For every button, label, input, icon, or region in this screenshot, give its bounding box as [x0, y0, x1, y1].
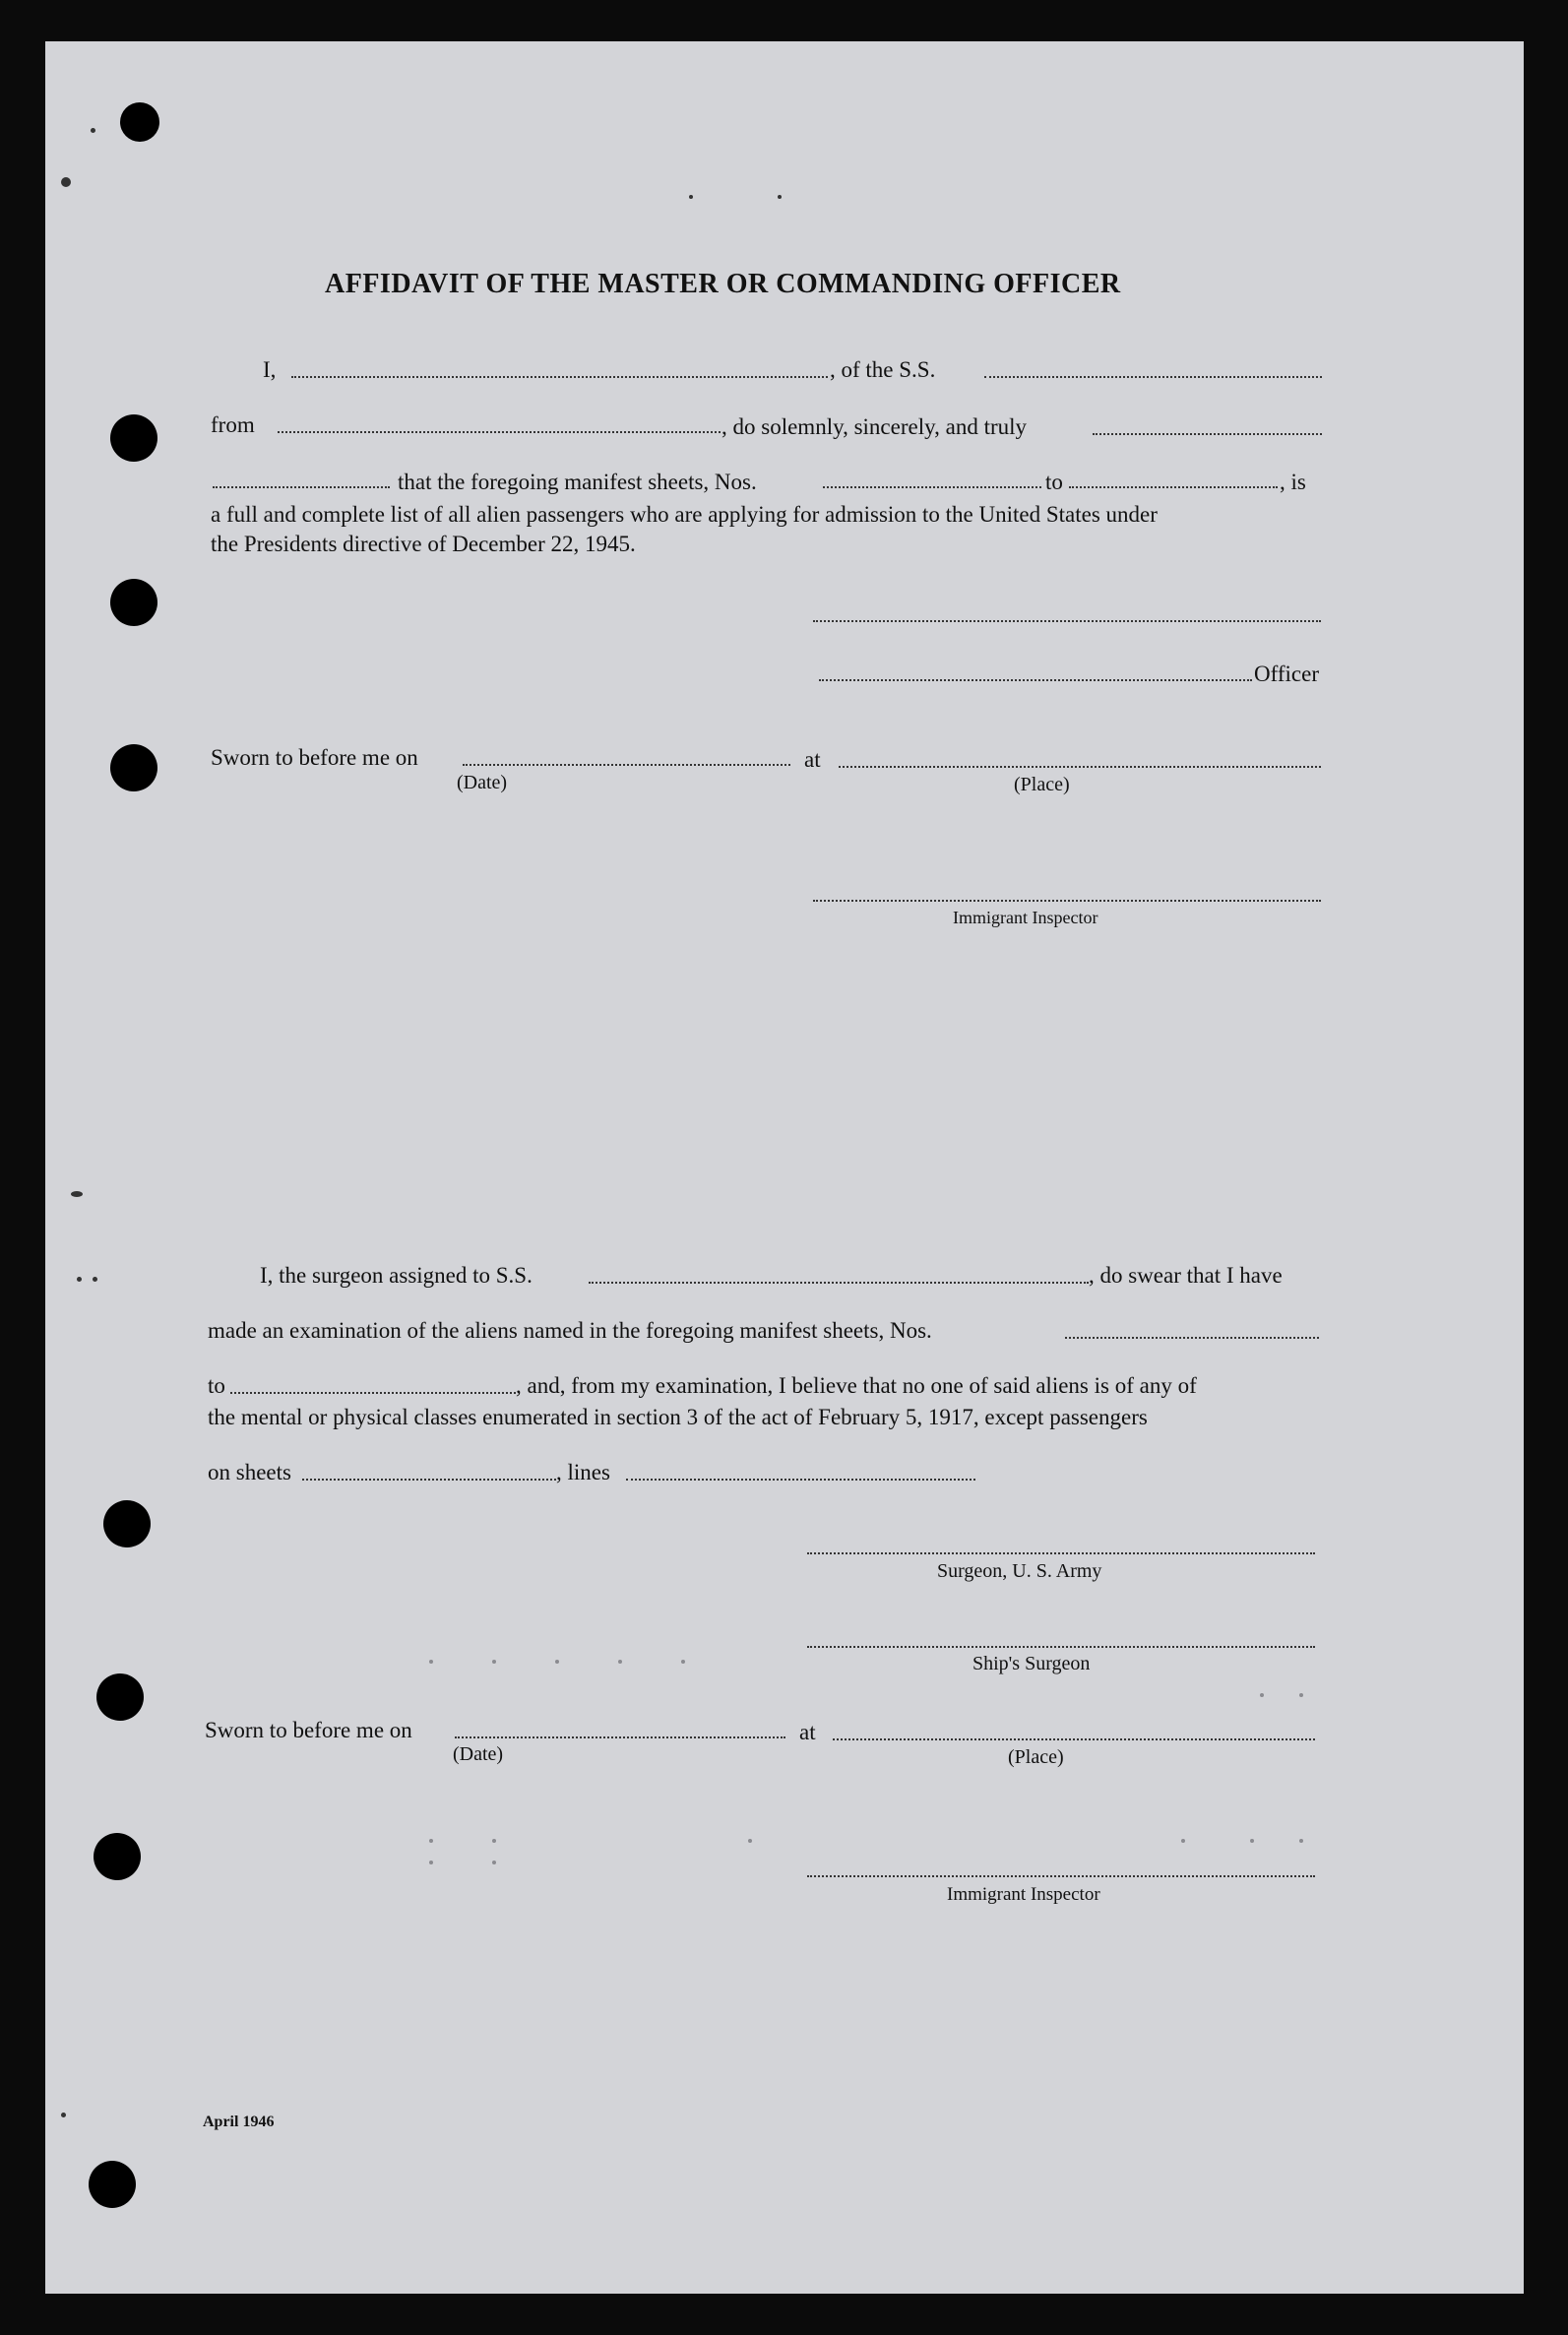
- text-to-2: to: [208, 1373, 225, 1398]
- punch-hole: [110, 744, 157, 791]
- label-immigrant-inspector: Immigrant Inspector: [953, 908, 1098, 927]
- speck: [689, 195, 693, 199]
- ghost-mark: [1299, 1693, 1303, 1697]
- label-place-2: (Place): [1008, 1746, 1064, 1768]
- text-at-2: at: [799, 1720, 816, 1744]
- form-revision-date: April 1946: [203, 2114, 275, 2130]
- text-to: to: [1045, 470, 1063, 494]
- label-place: (Place): [1014, 774, 1070, 795]
- text-line2: a full and complete list of all alien passengers who are applying for admission to the United States under: [211, 502, 1158, 527]
- text-i: I,: [263, 357, 277, 382]
- punch-hole: [110, 579, 157, 626]
- punch-hole: [96, 1673, 144, 1721]
- punch-hole: [103, 1500, 151, 1547]
- sworn-place-field[interactable]: [839, 766, 1321, 768]
- master-name-field[interactable]: [291, 376, 828, 378]
- text-at: at: [804, 747, 821, 772]
- text-lines: , lines: [556, 1460, 610, 1484]
- ghost-mark: [555, 1660, 559, 1664]
- text-on-sheets: on sheets: [208, 1460, 291, 1484]
- label-date: (Date): [457, 772, 508, 793]
- speck: [61, 2113, 66, 2117]
- text-of-ss: , of the S.S.: [830, 357, 936, 382]
- label-surgeon-army: Surgeon, U. S. Army: [937, 1560, 1102, 1582]
- text-classes: the mental or physical classes enumerated in section 3 of the act of February 5, 1917, except passengers: [208, 1405, 1148, 1429]
- ghost-mark: [429, 1839, 433, 1843]
- label-ships-surgeon: Ship's Surgeon: [972, 1653, 1091, 1674]
- ghost-mark: [1260, 1693, 1264, 1697]
- ship-name-field[interactable]: [984, 376, 1322, 378]
- punch-hole: [89, 2161, 136, 2208]
- speck: [93, 1277, 97, 1282]
- sheet-from-field[interactable]: [823, 486, 1041, 488]
- speck: [61, 177, 71, 187]
- text-exam: made an examination of the aliens named in the foregoing manifest sheets, Nos.: [208, 1318, 932, 1343]
- sworn-date-field[interactable]: [463, 764, 790, 766]
- ghost-mark: [429, 1660, 433, 1664]
- text-line3: the Presidents directive of December 22, 1945.: [211, 532, 636, 556]
- label-date-2: (Date): [453, 1743, 504, 1765]
- ghost-mark: [618, 1660, 622, 1664]
- ghost-mark: [429, 1861, 433, 1864]
- text-foregoing: that the foregoing manifest sheets, Nos.: [398, 470, 757, 494]
- ghost-mark: [1299, 1839, 1303, 1843]
- punch-hole: [120, 102, 159, 142]
- text-surgeon-intro: I, the surgeon assigned to S.S.: [260, 1263, 533, 1288]
- text-from: from: [211, 412, 255, 437]
- text-is: , is: [1280, 470, 1306, 494]
- ghost-mark: [492, 1861, 496, 1864]
- sheets-field[interactable]: [302, 1479, 556, 1481]
- surgeon-inspector-signature-field[interactable]: [807, 1875, 1315, 1877]
- text-sworn: Sworn to before me on: [211, 745, 418, 770]
- speck: [91, 128, 95, 133]
- sheet-to-field[interactable]: [1069, 486, 1278, 488]
- text-swear: , do swear that I have: [1089, 1263, 1283, 1288]
- ghost-mark: [1181, 1839, 1185, 1843]
- ships-surgeon-signature-field[interactable]: [807, 1646, 1315, 1648]
- form-title: AFFIDAVIT OF THE MASTER OR COMMANDING OFFICER: [325, 269, 1121, 299]
- surgeon-sworn-place-field[interactable]: [833, 1738, 1315, 1740]
- surgeon-sworn-date-field[interactable]: [455, 1736, 785, 1738]
- text-believe: , and, from my examination, I believe that no one of said aliens is of any of: [516, 1373, 1197, 1398]
- speck: [71, 1191, 83, 1197]
- punch-hole: [94, 1833, 141, 1880]
- surgeon-sheet-from-field[interactable]: [1065, 1337, 1319, 1339]
- declare-field[interactable]: [1093, 433, 1322, 435]
- ghost-mark: [492, 1660, 496, 1664]
- ghost-mark: [492, 1839, 496, 1843]
- text-officer: Officer: [1254, 662, 1319, 686]
- text-solemnly: , do solemnly, sincerely, and truly: [721, 414, 1028, 439]
- surgeon-ship-field[interactable]: [589, 1282, 1089, 1284]
- army-surgeon-signature-field[interactable]: [807, 1552, 1315, 1554]
- surgeon-sheet-to-field[interactable]: [230, 1392, 516, 1394]
- oath-field[interactable]: [213, 486, 390, 488]
- officer-field[interactable]: [819, 679, 1252, 681]
- ghost-mark: [748, 1839, 752, 1843]
- speck: [778, 195, 782, 199]
- ghost-mark: [681, 1660, 685, 1664]
- label-immigrant-inspector-2: Immigrant Inspector: [947, 1884, 1100, 1905]
- text-sworn-2: Sworn to before me on: [205, 1718, 412, 1742]
- from-port-field[interactable]: [278, 431, 721, 433]
- ghost-mark: [1250, 1839, 1254, 1843]
- speck: [77, 1277, 82, 1282]
- signature-field[interactable]: [813, 620, 1321, 622]
- lines-field[interactable]: [626, 1479, 975, 1481]
- inspector-signature-field[interactable]: [813, 900, 1321, 902]
- punch-hole: [110, 414, 157, 462]
